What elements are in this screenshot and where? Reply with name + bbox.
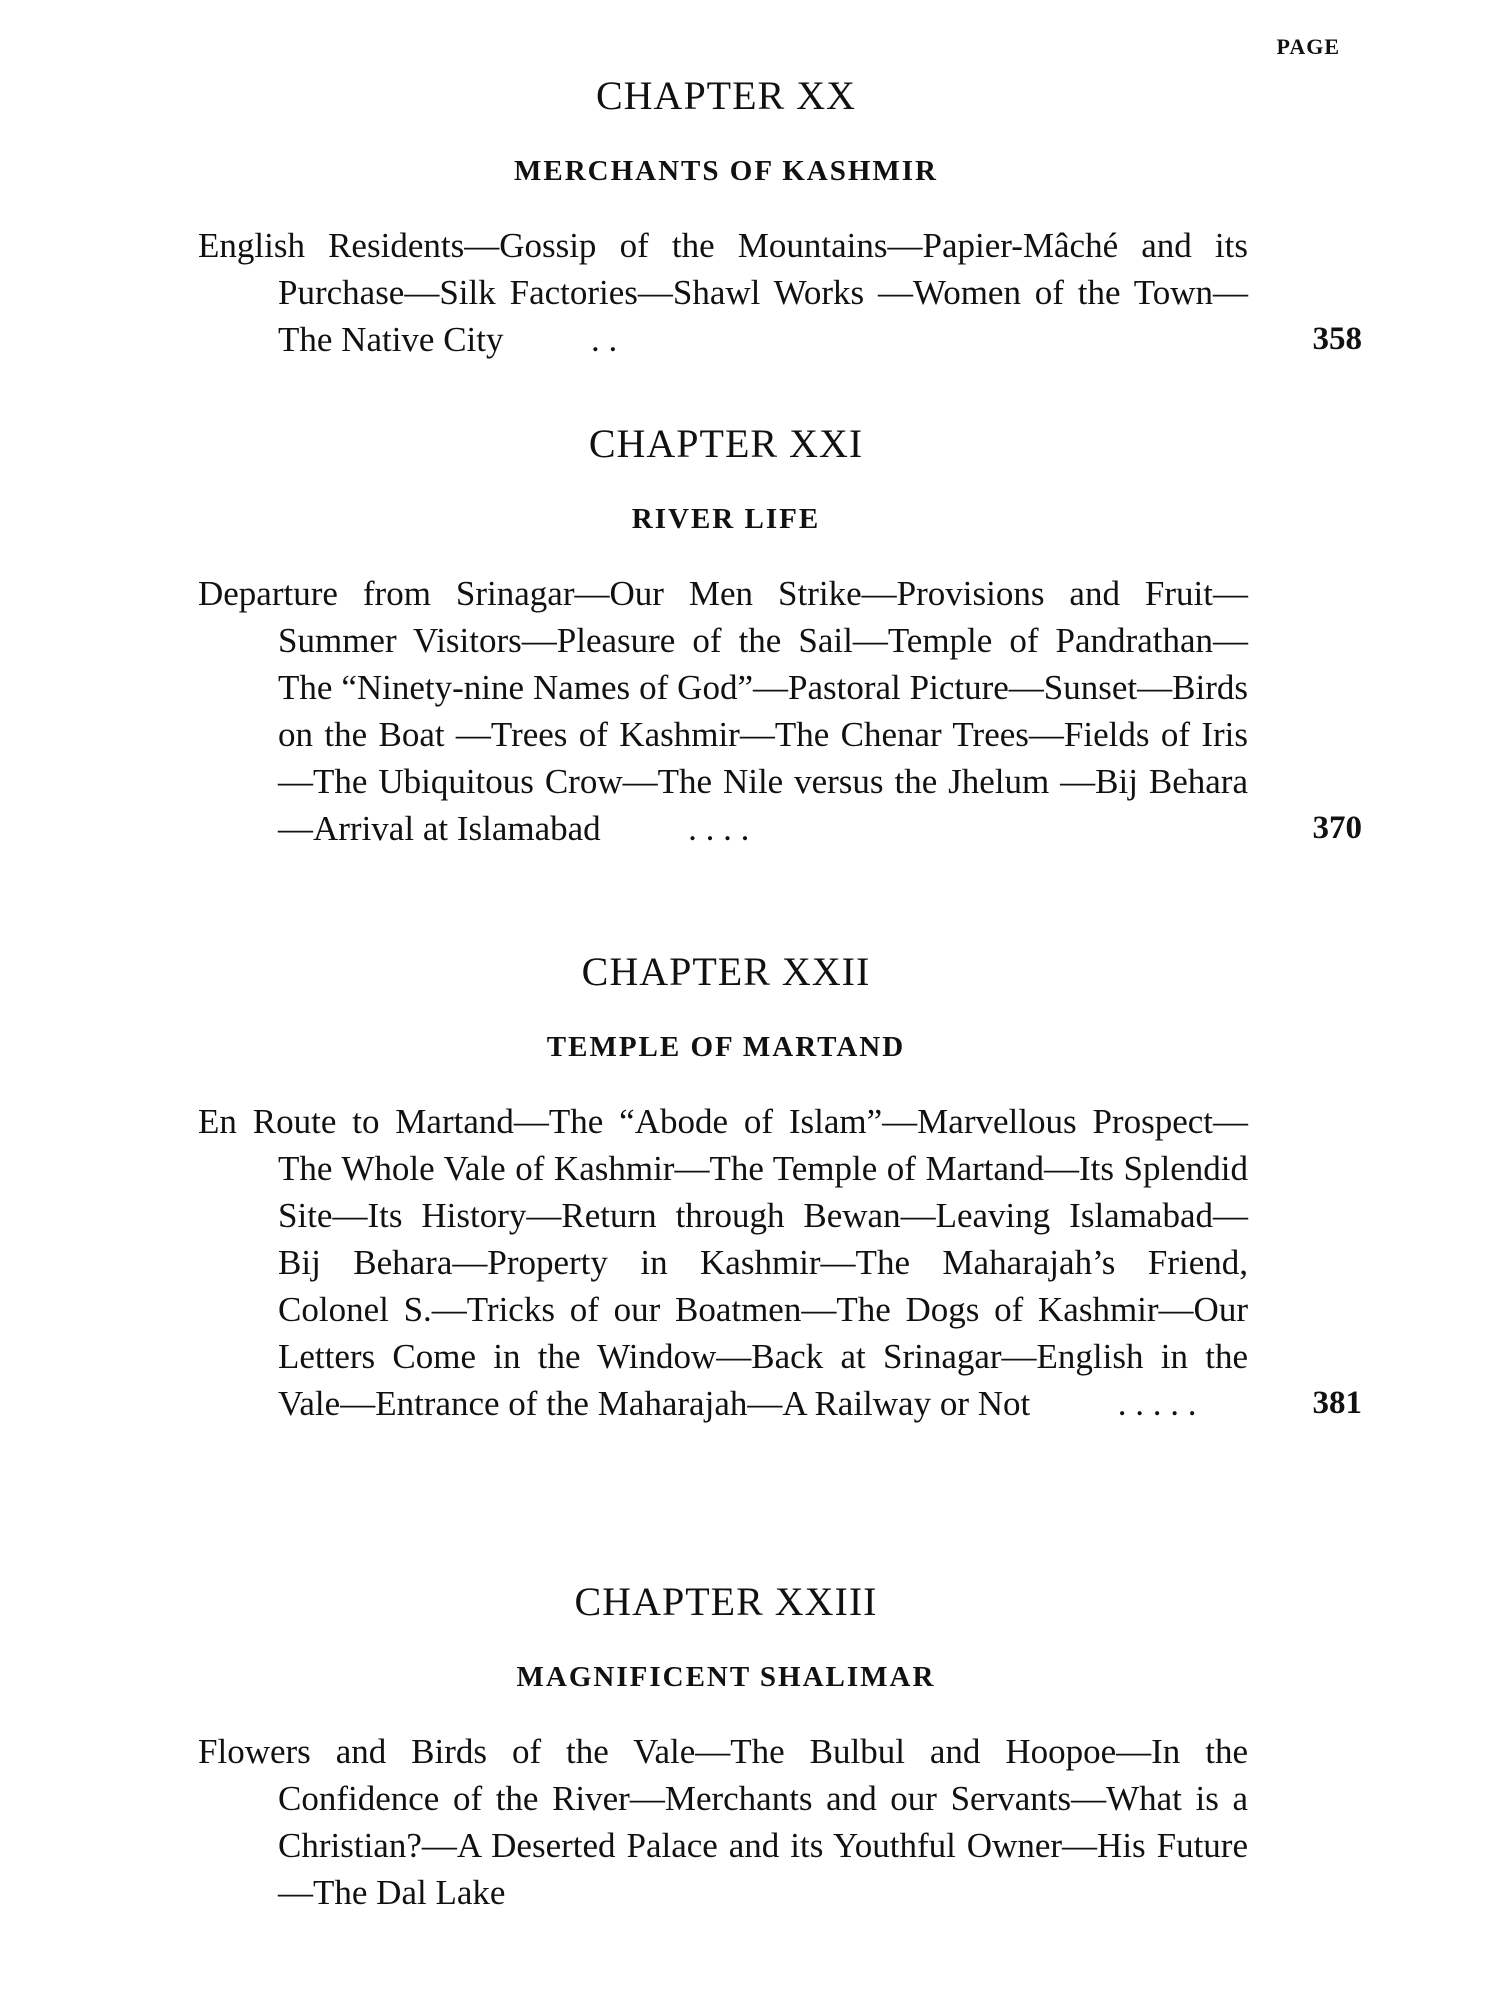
chapter-title: MERCHANTS OF KASHMIR	[514, 155, 938, 187]
chapter-number: CHAPTER XX	[595, 73, 857, 118]
chapter-number: CHAPTER XXII	[581, 949, 871, 994]
dot-leader: . . . .	[688, 809, 750, 848]
summary-text: Flowers and Birds of the Vale—The Bulbul and Hoopoe—In the Confidence of the River—Merchants and our Servants—What is a Christian?—A Deserted Palace and its Youthful Owner—His Future—The Dal Lake	[198, 1732, 1248, 1912]
chapter-number: CHAPTER XXI	[588, 421, 864, 466]
chapter-summary	[198, 1728, 1248, 1916]
summary-text: English Residents—Gossip of the Mountains—Papier-Mâché and its Purchase—Silk Factories—Shawl Works —Women of the Town—The Native City	[198, 226, 1248, 359]
chapter-xxi	[198, 420, 1362, 852]
chapter-summary	[198, 222, 1362, 363]
dot-leader: . .	[591, 320, 618, 359]
chapter-number: CHAPTER XXIII	[574, 1579, 878, 1624]
page-number: 370	[1312, 810, 1362, 846]
chapter-xxiii	[198, 1578, 1248, 1916]
chapter-title: RIVER LIFE	[631, 503, 821, 535]
chapter-summary	[198, 570, 1362, 852]
summary-text: Departure from Srinagar—Our Men Strike—Provisions and Fruit—Summer Visitors—Pleasure of the Sail—Temple of Pandrathan—The “Ninety-nine Names of God”—Pastoral Picture—Sunset—Birds on the Boat —Trees of Kashmir—The Chenar Trees—Fields of Iris —The Ubiquitous Crow—The Nile versus the Jhelum —Bij Behara—Arrival at Islamabad	[198, 574, 1248, 848]
page-number: 358	[1312, 321, 1362, 357]
chapter-title: TEMPLE OF MARTAND	[546, 1031, 906, 1063]
page-column-label: PAGE	[1276, 34, 1340, 59]
summary-text: En Route to Martand—The “Abode of Islam”—Marvellous Prospect—The Whole Vale of Kashmir—The Temple of Martand—Its Splendid Site—Its History—Return through Bewan—Leaving Islamabad—Bij Behara—Property in Kashmir—The Maharajah’s Friend, Colonel S.—Tricks of our Boatmen—The Dogs of Kashmir—Our Letters Come in the Window—Back at Srinagar—English in the Vale—Entrance of the Maharajah—A Railway or Not	[198, 1102, 1248, 1423]
chapter-xxii	[198, 948, 1362, 1427]
chapter-summary	[198, 1098, 1362, 1427]
page-number: 381	[1312, 1385, 1362, 1421]
chapter-title: MAGNIFICENT SHALIMAR	[516, 1661, 936, 1693]
chapter-xx	[198, 72, 1362, 363]
dot-leader: . . . . .	[1117, 1384, 1197, 1423]
